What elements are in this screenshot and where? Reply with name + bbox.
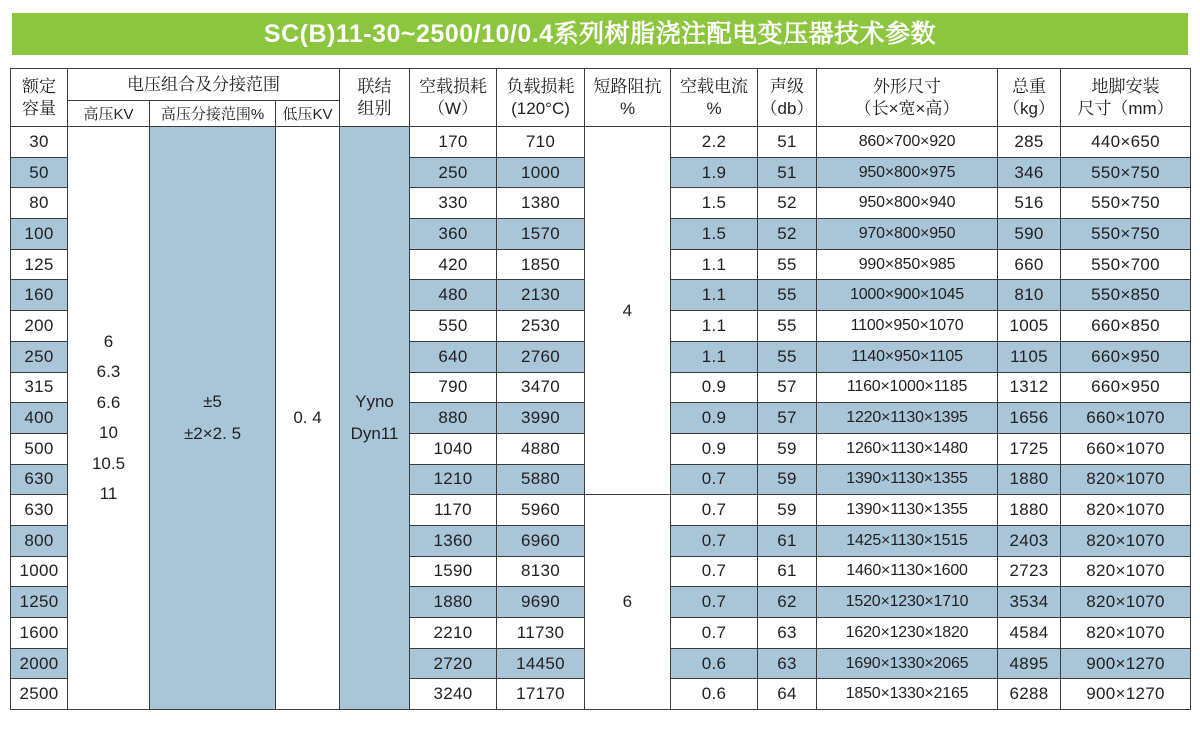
- noise-cell: 55: [758, 311, 817, 342]
- noise-cell: 63: [758, 648, 817, 679]
- connection-value: Yyno: [355, 392, 394, 412]
- foot-cell: 550×700: [1061, 249, 1191, 280]
- foot-cell: 440×650: [1061, 127, 1191, 158]
- no-load-loss-cell: 550: [410, 311, 497, 342]
- load-loss-cell: 11730: [497, 618, 585, 649]
- no-load-current-cell: 1.9: [671, 157, 758, 188]
- tap-range-value: ±5: [203, 392, 222, 412]
- load-loss-cell: 17170: [497, 679, 585, 710]
- weight-cell: 590: [998, 219, 1061, 250]
- dimensions-cell: 1160×1000×1185: [817, 372, 998, 403]
- weight-cell: 4895: [998, 648, 1061, 679]
- capacity-cell: 630: [11, 495, 68, 526]
- foot-cell: 660×1070: [1061, 403, 1191, 434]
- weight-cell: 285: [998, 127, 1061, 158]
- foot-cell: 820×1070: [1061, 556, 1191, 587]
- no-load-current-cell: 0.7: [671, 556, 758, 587]
- no-load-current-cell: 2.2: [671, 127, 758, 158]
- dimensions-cell: 970×800×950: [817, 219, 998, 250]
- spec-table: [10, 68, 1191, 710]
- no-load-loss-cell: 250: [410, 157, 497, 188]
- load-loss-cell: 1000: [497, 157, 585, 188]
- dimensions-cell: 990×850×985: [817, 249, 998, 280]
- load-loss-cell: 4880: [497, 433, 585, 464]
- no-load-current-cell: 1.5: [671, 188, 758, 219]
- noise-cell: 55: [758, 249, 817, 280]
- load-loss-cell: 1850: [497, 249, 585, 280]
- no-load-current-cell: 0.6: [671, 679, 758, 710]
- capacity-cell: 1600: [11, 618, 68, 649]
- weight-cell: 4584: [998, 618, 1061, 649]
- no-load-loss-cell: 3240: [410, 679, 497, 710]
- tap-range-value: ±2×2. 5: [183, 424, 242, 444]
- foot-cell: 820×1070: [1061, 464, 1191, 495]
- capacity-cell: 1250: [11, 587, 68, 618]
- dimensions-cell: 860×700×920: [817, 127, 998, 158]
- dimensions-cell: 1260×1130×1480: [817, 433, 998, 464]
- weight-cell: 516: [998, 188, 1061, 219]
- noise-cell: 59: [758, 433, 817, 464]
- lv-voltage-cell: 0. 4: [276, 127, 340, 710]
- hv-voltage-value: 10.5: [91, 453, 126, 473]
- no-load-loss-cell: 880: [410, 403, 497, 434]
- weight-cell: 3534: [998, 587, 1061, 618]
- no-load-loss-cell: 480: [410, 280, 497, 311]
- load-loss-cell: 9690: [497, 587, 585, 618]
- no-load-loss-cell: 170: [410, 127, 497, 158]
- impedance-cell: 6: [585, 495, 671, 710]
- capacity-cell: 200: [11, 311, 68, 342]
- no-load-current-cell: 0.7: [671, 525, 758, 556]
- foot-cell: 900×1270: [1061, 679, 1191, 710]
- hv-voltage-value: 6.6: [96, 392, 121, 412]
- weight-cell: 346: [998, 157, 1061, 188]
- load-loss-cell: 6960: [497, 525, 585, 556]
- foot-cell: 820×1070: [1061, 587, 1191, 618]
- foot-cell: 550×850: [1061, 280, 1191, 311]
- noise-cell: 57: [758, 372, 817, 403]
- no-load-loss-cell: 2210: [410, 618, 497, 649]
- dimensions-cell: 1520×1230×1710: [817, 587, 998, 618]
- foot-cell: 820×1070: [1061, 618, 1191, 649]
- tap-range-cell: [150, 127, 276, 710]
- hv-voltage-value: 6: [103, 331, 114, 351]
- capacity-cell: 630: [11, 464, 68, 495]
- dimensions-cell: 1140×950×1105: [817, 341, 998, 372]
- weight-cell: 1656: [998, 403, 1061, 434]
- no-load-loss-cell: 1360: [410, 525, 497, 556]
- noise-cell: 59: [758, 495, 817, 526]
- load-loss-cell: 5960: [497, 495, 585, 526]
- foot-cell: 660×1070: [1061, 433, 1191, 464]
- foot-cell: 660×950: [1061, 372, 1191, 403]
- no-load-loss-cell: 2720: [410, 648, 497, 679]
- header-hv: 高压KV: [68, 101, 150, 127]
- no-load-loss-cell: 420: [410, 249, 497, 280]
- header-connection: 联结 组别: [340, 69, 410, 127]
- weight-cell: 810: [998, 280, 1061, 311]
- no-load-current-cell: 0.9: [671, 372, 758, 403]
- no-load-loss-cell: 1880: [410, 587, 497, 618]
- no-load-current-cell: 1.1: [671, 249, 758, 280]
- foot-cell: 660×950: [1061, 341, 1191, 372]
- capacity-cell: 500: [11, 433, 68, 464]
- hv-voltage-cell: [68, 127, 150, 710]
- dimensions-cell: 1620×1230×1820: [817, 618, 998, 649]
- header-load-loss: 负载损耗 (120°C): [497, 69, 585, 127]
- weight-cell: 1880: [998, 464, 1061, 495]
- no-load-loss-cell: 1040: [410, 433, 497, 464]
- foot-cell: 660×850: [1061, 311, 1191, 342]
- dimensions-cell: 1690×1330×2065: [817, 648, 998, 679]
- connection-cell: [340, 127, 410, 710]
- weight-cell: 660: [998, 249, 1061, 280]
- header-no-load-current: 空载电流 %: [671, 69, 758, 127]
- noise-cell: 52: [758, 219, 817, 250]
- no-load-loss-cell: 1590: [410, 556, 497, 587]
- noise-cell: 51: [758, 157, 817, 188]
- capacity-cell: 400: [11, 403, 68, 434]
- no-load-current-cell: 0.6: [671, 648, 758, 679]
- load-loss-cell: 3470: [497, 372, 585, 403]
- no-load-current-cell: 1.1: [671, 311, 758, 342]
- load-loss-cell: 1380: [497, 188, 585, 219]
- no-load-current-cell: 1.1: [671, 341, 758, 372]
- no-load-current-cell: 0.7: [671, 464, 758, 495]
- foot-cell: 900×1270: [1061, 648, 1191, 679]
- page-title: SC(B)11-30~2500/10/0.4系列树脂浇注配电变压器技术参数: [12, 13, 1188, 55]
- dimensions-cell: 1425×1130×1515: [817, 525, 998, 556]
- weight-cell: 1880: [998, 495, 1061, 526]
- capacity-cell: 30: [11, 127, 68, 158]
- capacity-cell: 160: [11, 280, 68, 311]
- foot-cell: 820×1070: [1061, 525, 1191, 556]
- foot-cell: 550×750: [1061, 188, 1191, 219]
- no-load-current-cell: 0.7: [671, 587, 758, 618]
- no-load-loss-cell: 330: [410, 188, 497, 219]
- dimensions-cell: 1100×950×1070: [817, 311, 998, 342]
- load-loss-cell: 2130: [497, 280, 585, 311]
- load-loss-cell: 2760: [497, 341, 585, 372]
- capacity-cell: 80: [11, 188, 68, 219]
- no-load-current-cell: 1.5: [671, 219, 758, 250]
- load-loss-cell: 8130: [497, 556, 585, 587]
- no-load-loss-cell: 1170: [410, 495, 497, 526]
- no-load-loss-cell: 790: [410, 372, 497, 403]
- header-voltage-group: 电压组合及分接范围: [68, 69, 340, 101]
- capacity-cell: 800: [11, 525, 68, 556]
- noise-cell: 62: [758, 587, 817, 618]
- capacity-cell: 1000: [11, 556, 68, 587]
- load-loss-cell: 710: [497, 127, 585, 158]
- capacity-cell: 250: [11, 341, 68, 372]
- weight-cell: 2403: [998, 525, 1061, 556]
- capacity-cell: 2000: [11, 648, 68, 679]
- noise-cell: 52: [758, 188, 817, 219]
- no-load-current-cell: 0.7: [671, 618, 758, 649]
- weight-cell: 6288: [998, 679, 1061, 710]
- dimensions-cell: 1390×1130×1355: [817, 464, 998, 495]
- noise-cell: 57: [758, 403, 817, 434]
- foot-cell: 820×1070: [1061, 495, 1191, 526]
- dimensions-cell: 950×800×940: [817, 188, 998, 219]
- load-loss-cell: 3990: [497, 403, 585, 434]
- header-impedance: 短路阻抗 %: [585, 69, 671, 127]
- no-load-current-cell: 0.9: [671, 433, 758, 464]
- noise-cell: 59: [758, 464, 817, 495]
- weight-cell: 1312: [998, 372, 1061, 403]
- weight-cell: 1105: [998, 341, 1061, 372]
- hv-voltage-value: 10: [99, 423, 118, 443]
- weight-cell: 2723: [998, 556, 1061, 587]
- capacity-cell: 2500: [11, 679, 68, 710]
- header-no-load-loss: 空载损耗 （W）: [410, 69, 497, 127]
- dimensions-cell: 1460×1130×1600: [817, 556, 998, 587]
- noise-cell: 61: [758, 525, 817, 556]
- hv-voltage-value: 6.3: [96, 362, 121, 382]
- load-loss-cell: 5880: [497, 464, 585, 495]
- dimensions-cell: 1390×1130×1355: [817, 495, 998, 526]
- hv-voltage-value: 11: [99, 484, 118, 504]
- weight-cell: 1725: [998, 433, 1061, 464]
- capacity-cell: 315: [11, 372, 68, 403]
- no-load-loss-cell: 360: [410, 219, 497, 250]
- load-loss-cell: 2530: [497, 311, 585, 342]
- noise-cell: 55: [758, 341, 817, 372]
- dimensions-cell: 1850×1330×2165: [817, 679, 998, 710]
- header-dimensions: 外形尺寸 （长×宽×高）: [817, 69, 998, 127]
- load-loss-cell: 14450: [497, 648, 585, 679]
- dimensions-cell: 1220×1130×1395: [817, 403, 998, 434]
- no-load-loss-cell: 1210: [410, 464, 497, 495]
- foot-cell: 550×750: [1061, 219, 1191, 250]
- impedance-cell: 4: [585, 127, 671, 495]
- noise-cell: 51: [758, 127, 817, 158]
- no-load-current-cell: 1.1: [671, 280, 758, 311]
- noise-cell: 55: [758, 280, 817, 311]
- capacity-cell: 100: [11, 219, 68, 250]
- capacity-cell: 50: [11, 157, 68, 188]
- foot-cell: 550×750: [1061, 157, 1191, 188]
- header-weight: 总重 （kg）: [998, 69, 1061, 127]
- header-capacity: 额定 容量: [11, 69, 68, 127]
- noise-cell: 61: [758, 556, 817, 587]
- weight-cell: 1005: [998, 311, 1061, 342]
- dimensions-cell: 950×800×975: [817, 157, 998, 188]
- noise-cell: 63: [758, 618, 817, 649]
- dimensions-cell: 1000×900×1045: [817, 280, 998, 311]
- header-noise: 声级 （db）: [758, 69, 817, 127]
- capacity-cell: 125: [11, 249, 68, 280]
- connection-value: Dyn11: [350, 424, 399, 444]
- load-loss-cell: 1570: [497, 219, 585, 250]
- header-foot: 地脚安装 尺寸（mm）: [1061, 69, 1191, 127]
- no-load-loss-cell: 640: [410, 341, 497, 372]
- table-row: [11, 127, 1191, 158]
- no-load-current-cell: 0.7: [671, 495, 758, 526]
- header-lv: 低压KV: [276, 101, 340, 127]
- noise-cell: 64: [758, 679, 817, 710]
- header-tap-range: 高压分接范围%: [150, 101, 276, 127]
- no-load-current-cell: 0.9: [671, 403, 758, 434]
